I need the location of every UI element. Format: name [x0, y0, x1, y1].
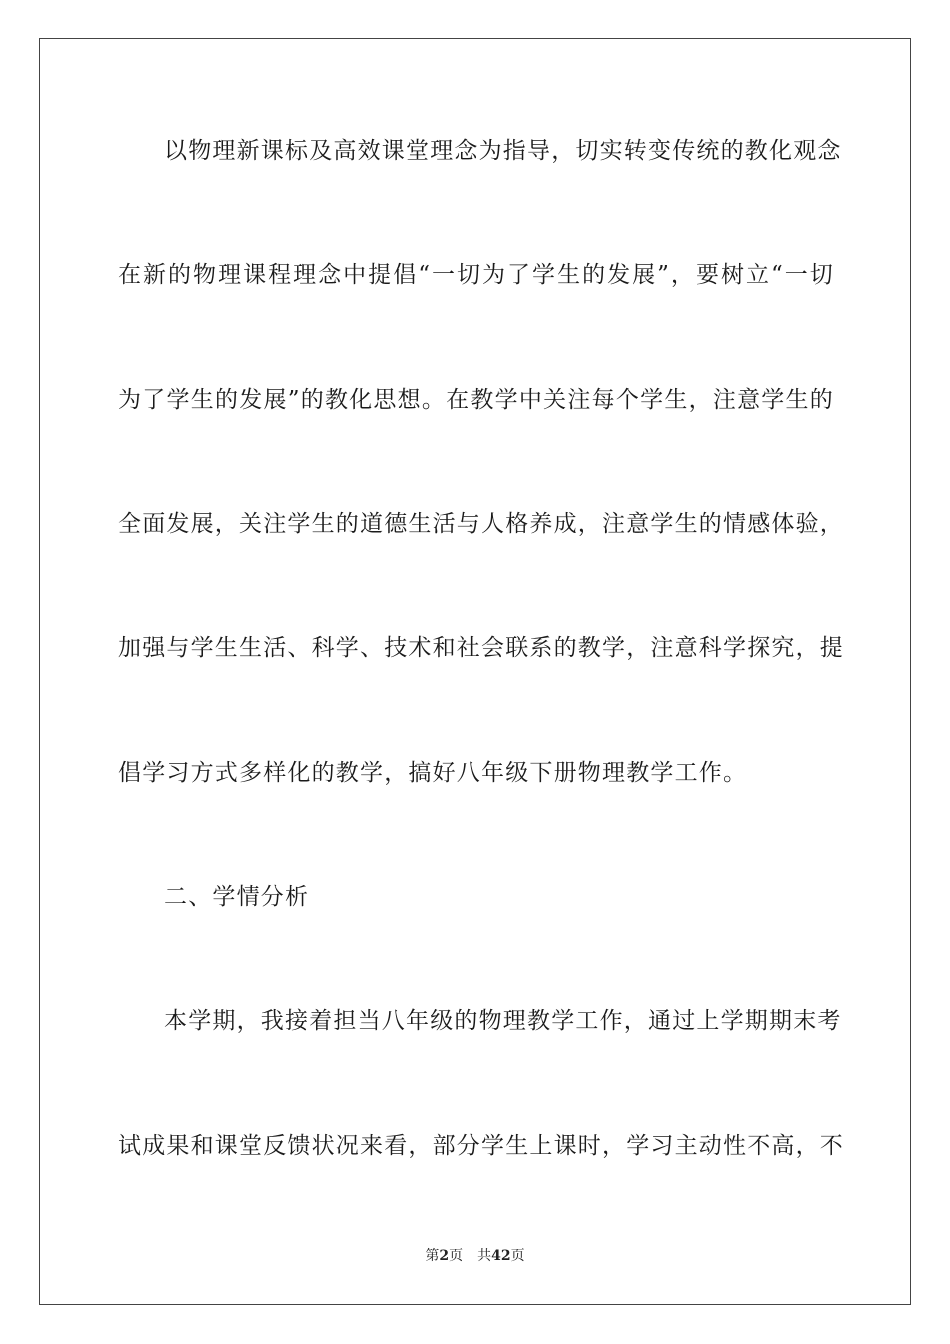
paragraph-line-4: 全面发展，关注学生的道德生活与人格养成，注意学生的情感体验， [118, 511, 844, 537]
page-footer [0, 1247, 950, 1265]
paragraph-line-7: 本学期，我接着担当八年级的物理教学工作，通过上学期期末考 [164, 1008, 842, 1034]
footer-total-pages: 42 [491, 1248, 511, 1264]
paragraph-line-5: 加强与学生生活、科学、技术和社会联系的教学，注意科学探究，提 [118, 635, 844, 661]
page-border [39, 38, 911, 1305]
footer-page-suffix: 页 [449, 1248, 464, 1264]
paragraph-line-3: 为了学生的发展”的教化思想。在教学中关注每个学生，注意学生的 [118, 387, 834, 413]
footer-total-prefix: 共 [477, 1248, 492, 1264]
footer-total-suffix: 页 [510, 1248, 525, 1264]
paragraph-line-8: 试成果和课堂反馈状况来看，部分学生上课时，学习主动性不高，不 [118, 1133, 844, 1159]
footer-page-prefix: 第 [425, 1248, 440, 1264]
section-heading: 二、学情分析 [164, 884, 310, 910]
paragraph-line-1: 以物理新课标及高效课堂理念为指导，切实转变传统的教化观念 [164, 138, 842, 164]
footer-page-number: 2 [439, 1248, 450, 1264]
paragraph-line-6: 倡学习方式多样化的教学，搞好八年级下册物理教学工作。 [118, 760, 748, 786]
paragraph-line-2: 在新的物理课程理念中提倡“一切为了学生的发展”，要树立“一切 [118, 262, 834, 288]
